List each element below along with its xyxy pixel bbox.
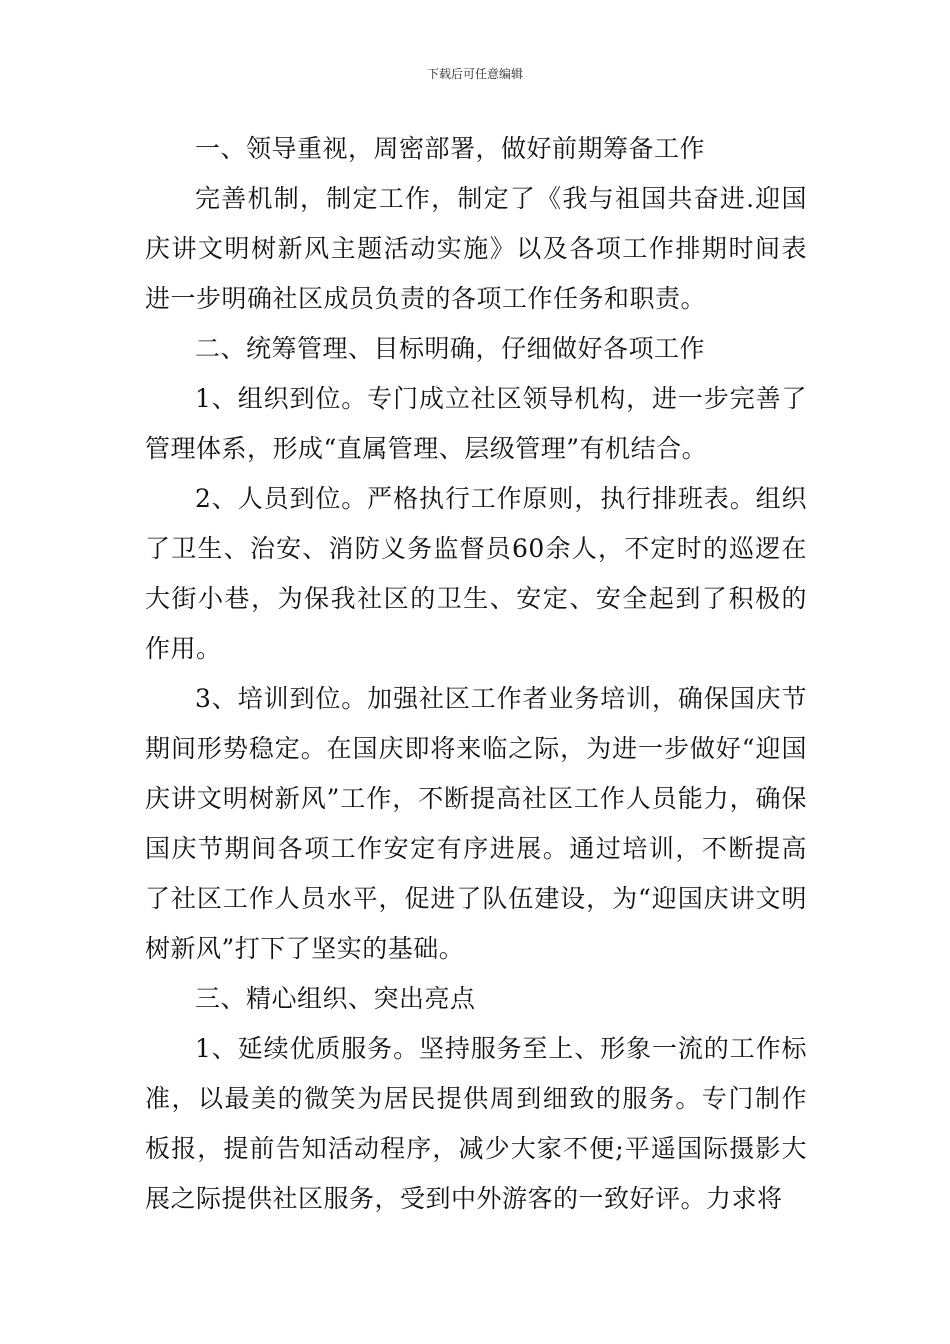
- paragraph: 1、组织到位。专门成立社区领导机构，进一步完善了管理体系，形成“直属管理、层级管理”有机结合。: [145, 384, 807, 463]
- section-heading-1: 一、领导重视，周密部署，做好前期筹备工作: [195, 134, 706, 163]
- paragraph: 1、延续优质服务。坚持服务至上、形象一流的工作标准，以最美的微笑为居民提供周到细致的服务。专门制作板报，提前告知活动程序，减少大家不便;平遥国际摄影大展之际提供社区服务，受到中外游客的一致好评。力求将: [145, 1034, 807, 1213]
- paragraph: 3、培训到位。加强社区工作者业务培训，确保国庆节期间形势稳定。在国庆即将来临之际，为进一步做好“迎国庆讲文明树新风”工作，不断提高社区工作人员能力，确保国庆节期间各项工作安定有序进展。通过培训，不断提高了社区工作人员水平，促进了队伍建设，为“迎国庆讲文明树新风”打下了坚实的基础。: [145, 684, 807, 963]
- document-body: [145, 124, 807, 1224]
- paragraph: 2、人员到位。严格执行工作原则，执行排班表。组织了卫生、治安、消防义务监督员60余人，不定时的巡逻在大街小巷，为保我社区的卫生、安定、安全起到了积极的作用。: [145, 484, 807, 663]
- section-heading-3: 三、精心组织、突出亮点: [195, 984, 476, 1013]
- section-heading-2: 二、统筹管理、目标明确，仔细做好各项工作: [195, 334, 706, 363]
- paragraph: 完善机制，制定工作，制定了《我与祖国共奋进.迎国庆讲文明树新风主题活动实施》以及各项工作排期时间表进一步明确社区成员负责的各项工作任务和职责。: [145, 184, 807, 313]
- page-header: 下载后可任意编辑: [426, 67, 523, 81]
